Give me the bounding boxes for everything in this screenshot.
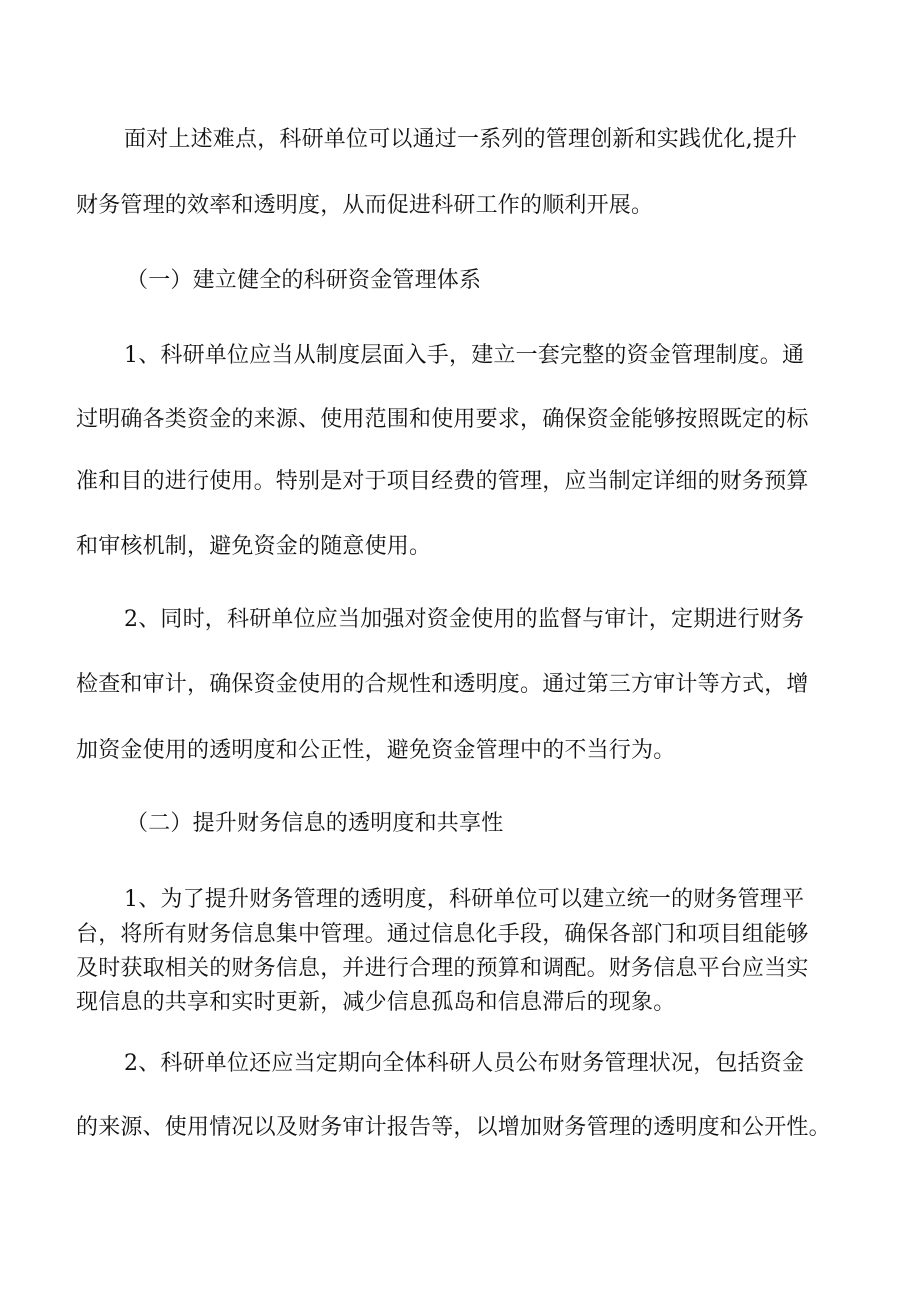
section-2-item-1-line-1: 1、为了提升财务管理的透明度，科研单位可以建立统一的财务管理平: [124, 887, 805, 912]
section-1-item-1-line-2: 过明确各类资金的来源、使用范围和使用要求，确保资金能够按照既定的标: [76, 407, 809, 432]
section-1-item-2-line-3: 加资金使用的透明度和公正性，避免资金管理中的不当行为。: [76, 738, 676, 763]
section-1-item-2-line-1: 2、同时，科研单位应当加强对资金使用的监督与审计，定期进行财务: [124, 607, 805, 632]
section-1-item-1-line-1: 1、科研单位应当从制度层面入手，建立一套完整的资金管理制度。通: [124, 343, 805, 368]
section-2-item-1-line-4: 现信息的共享和实时更新，减少信息孤岛和信息滞后的现象。: [76, 990, 676, 1015]
section-1-item-2-line-2: 检查和审计，确保资金使用的合规性和透明度。通过第三方审计等方式，增: [76, 672, 809, 697]
section-2-item-1-line-2: 台，将所有财务信息集中管理。通过信息化手段，确保各部门和项目组能够: [76, 922, 809, 947]
section-2-item-2-line-1: 2、科研单位还应当定期向全体科研人员公布财务管理状况，包括资金: [124, 1051, 805, 1076]
section-2-item-2-line-2: 的来源、使用情况以及财务审计报告等，以增加财务管理的透明度和公开性。: [76, 1115, 831, 1140]
section-heading-2: （二）提升财务信息的透明度和共享性: [126, 811, 504, 836]
section-2-item-1-line-3: 及时获取相关的财务信息，并进行合理的预算和调配。财务信息平台应当实: [76, 956, 809, 981]
section-heading-1: （一）建立健全的科研资金管理体系: [126, 268, 482, 293]
section-1-item-1-line-3: 准和目的进行使用。特别是对于项目经费的管理，应当制定详细的财务预算: [76, 469, 809, 494]
section-1-item-1-line-4: 和审核机制，避免资金的随意使用。: [76, 534, 432, 559]
intro-paragraph-line-2: 财务管理的效率和透明度，从而促进科研工作的顺利开展。: [76, 193, 654, 218]
intro-paragraph-line-1: 面对上述难点，科研单位可以通过一系列的管理创新和实践优化,提升: [124, 127, 798, 152]
